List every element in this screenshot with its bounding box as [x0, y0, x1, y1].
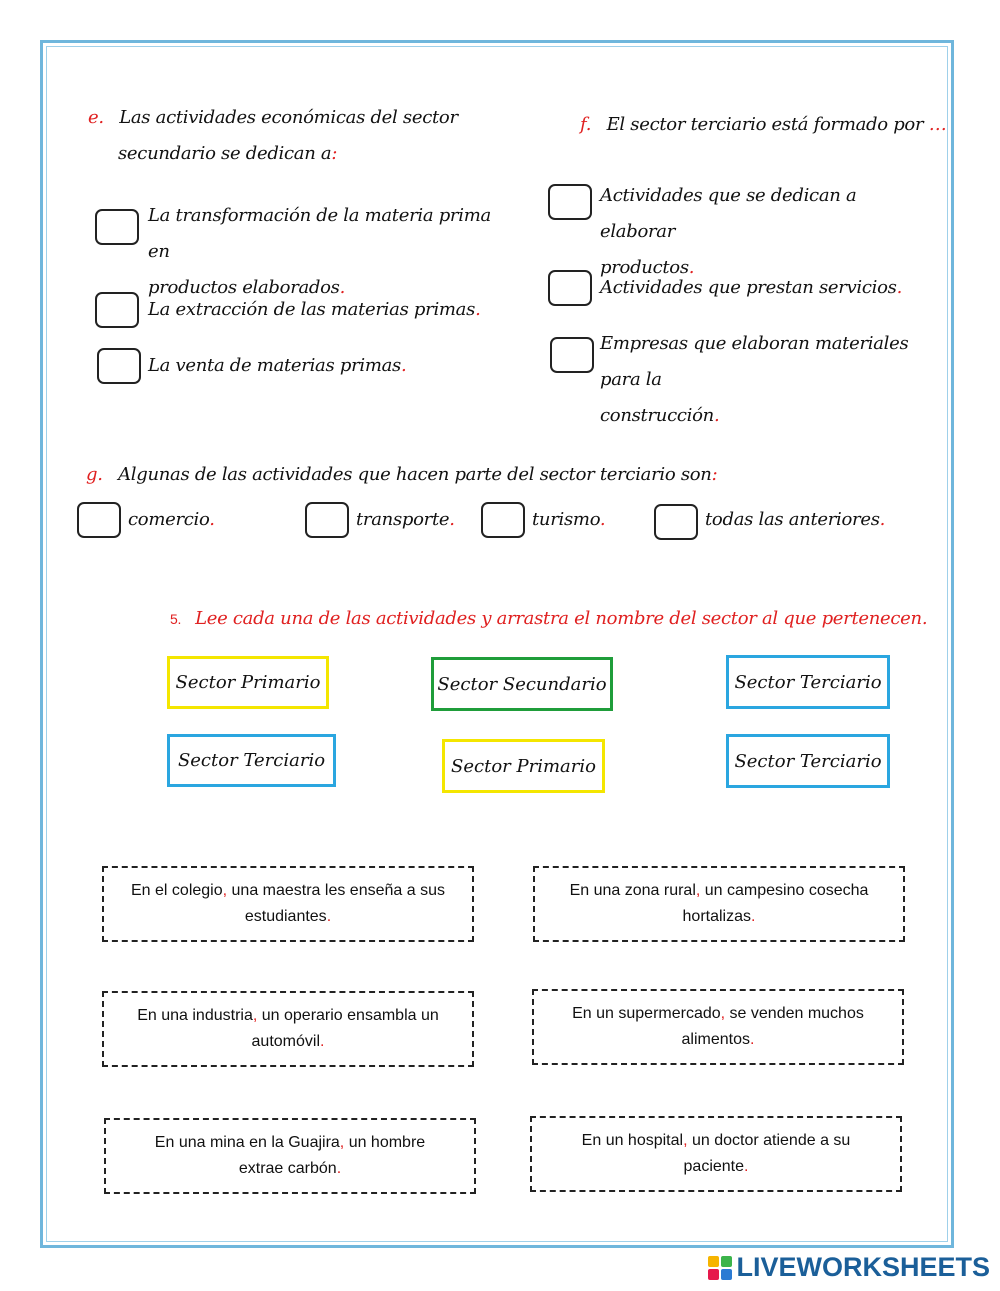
drop-box-3-part-d: automóvil — [251, 1033, 320, 1050]
drop-box-2[interactable] — [533, 866, 905, 942]
option-g-1 — [128, 502, 215, 538]
option-f-3-dot: . — [713, 405, 720, 426]
option-f-1-line1: Actividades que se dedican a elaborar — [600, 185, 857, 242]
drop-box-5-text — [155, 1130, 425, 1182]
tag-sector-terciario-3[interactable]: Sector Terciario — [726, 734, 890, 788]
tag-sector-primario-1[interactable]: Sector Primario — [167, 656, 329, 709]
question-g — [86, 460, 717, 490]
drop-box-4[interactable] — [532, 989, 904, 1065]
question-e-text-line1: Las actividades económicas del sector — [119, 107, 458, 128]
drop-box-6-part-a: En un hospital — [581, 1132, 684, 1149]
drop-box-5-part-d: extrae carbón — [238, 1160, 337, 1177]
option-g-2-dot: . — [449, 509, 455, 530]
drop-box-4-dot: . — [750, 1031, 755, 1048]
drop-box-6-dot: . — [744, 1158, 749, 1175]
drop-box-3-part-c: un operario ensambla un — [261, 1007, 439, 1024]
checkbox-g-3[interactable] — [481, 502, 525, 538]
drop-box-6-comma: , — [683, 1132, 692, 1149]
option-e-1-line1: La transformación de la materia prima en — [148, 205, 491, 262]
drop-box-3-text — [137, 1003, 439, 1055]
question-e-text-line2: secundario se dedican a — [118, 143, 332, 164]
drop-box-3-comma: , — [252, 1007, 262, 1024]
option-f-3-line1: Empresas que elaboran materiales para la — [600, 333, 909, 390]
option-e-2-text: La extracción de las materias primas — [148, 299, 476, 320]
option-g-2 — [356, 502, 455, 538]
drop-box-2-part-d: hortalizas — [682, 908, 751, 925]
option-f-3-line2: construcción — [600, 405, 714, 426]
option-g-4-dot: . — [879, 509, 886, 530]
checkbox-f-2[interactable] — [548, 270, 592, 306]
section-5-text: Lee cada una de las actividades y arrastra el nombre del sector al que pertenecen. — [195, 608, 928, 629]
drop-box-2-part-c: un campesino cosecha — [704, 882, 869, 899]
tag-sector-terciario-2[interactable]: Sector Terciario — [167, 734, 336, 787]
option-e-1-line2: productos elaborados — [148, 277, 340, 298]
option-g-3 — [532, 502, 605, 538]
drop-box-4-part-c: se venden muchos — [729, 1005, 864, 1022]
drop-box-6[interactable] — [530, 1116, 902, 1192]
checkbox-f-3[interactable] — [550, 337, 594, 373]
question-f — [580, 110, 946, 140]
checkbox-f-1[interactable] — [548, 184, 592, 220]
tag-sector-primario-2[interactable]: Sector Primario — [442, 739, 605, 793]
liveworksheets-icon — [708, 1256, 732, 1280]
drop-box-1-part-c: una maestra les enseña a sus — [231, 882, 445, 899]
option-e-1-dot: . — [339, 277, 346, 298]
question-e — [88, 100, 508, 172]
drop-box-3-dot: . — [320, 1033, 325, 1050]
drop-box-4-comma: , — [720, 1005, 730, 1022]
question-f-label: f. — [580, 114, 592, 135]
question-g-text: Algunas de las actividades que hacen parte del sector terciario son — [118, 464, 712, 485]
question-g-colon: : — [711, 464, 718, 485]
drop-box-5-comma: , — [339, 1134, 349, 1151]
checkbox-g-2[interactable] — [305, 502, 349, 538]
drop-box-4-part-a: En un supermercado — [572, 1005, 721, 1022]
drop-box-1-part-d: estudiantes — [244, 908, 327, 925]
option-f-1-dot: . — [688, 257, 695, 278]
drop-box-3[interactable] — [102, 991, 474, 1067]
drop-box-6-part-d: paciente — [683, 1158, 745, 1175]
question-f-text: El sector terciario está formado por — [606, 114, 924, 135]
drop-box-1-comma: , — [222, 882, 232, 899]
option-e-1 — [148, 198, 508, 306]
option-g-3-text: turismo — [532, 509, 600, 530]
drop-box-1-part-a: En el colegio — [131, 882, 223, 899]
drop-box-1[interactable] — [102, 866, 474, 942]
tag-sector-terciario-1[interactable]: Sector Terciario — [726, 655, 890, 709]
option-g-1-dot: . — [209, 509, 215, 530]
question-g-label: g. — [86, 464, 103, 485]
tag-sector-secundario[interactable]: Sector Secundario — [431, 657, 613, 711]
question-e-label: e. — [88, 107, 104, 128]
drop-box-5-dot: . — [336, 1160, 342, 1177]
section-5-number: 5. — [170, 611, 182, 627]
option-e-3-dot: . — [400, 355, 407, 376]
drop-box-2-part-a: En una zona rural — [569, 882, 696, 899]
option-e-3-text: La venta de materias primas — [148, 355, 401, 376]
drop-box-5[interactable] — [104, 1118, 476, 1194]
drop-box-1-text — [131, 878, 445, 930]
option-f-1-line2: productos — [600, 257, 689, 278]
option-f-2-text: Actividades que prestan servicios — [600, 277, 897, 298]
option-g-4 — [705, 502, 885, 538]
drop-box-1-dot: . — [326, 908, 332, 925]
option-e-3 — [148, 348, 406, 384]
brand-name: LIVEWORKSHEETS — [736, 1252, 990, 1282]
drop-box-4-text — [572, 1001, 864, 1053]
option-e-2 — [148, 292, 480, 328]
drop-box-3-part-a: En una industria — [137, 1007, 253, 1024]
drop-box-2-dot: . — [751, 908, 756, 925]
option-f-2-dot: . — [896, 277, 903, 298]
drop-box-2-comma: , — [695, 882, 705, 899]
question-e-colon: : — [331, 143, 338, 164]
option-g-3-dot: . — [599, 509, 606, 530]
checkbox-g-1[interactable] — [77, 502, 121, 538]
drop-box-6-part-c: un doctor atiende a su — [691, 1132, 851, 1149]
section-5-instruction — [170, 608, 927, 629]
option-f-3 — [600, 326, 940, 434]
checkbox-e-2[interactable] — [95, 292, 139, 328]
checkbox-e-1[interactable] — [95, 209, 139, 245]
drop-box-4-part-d: alimentos — [681, 1031, 750, 1048]
option-f-2 — [600, 270, 902, 306]
checkbox-g-4[interactable] — [654, 504, 698, 540]
option-e-2-dot: . — [475, 299, 481, 320]
option-g-2-text: transporte — [356, 509, 450, 530]
drop-box-5-part-a: En una mina en la Guajira — [154, 1134, 340, 1151]
question-f-ellipsis: … — [928, 114, 947, 135]
option-g-4-text: todas las anteriores — [705, 509, 880, 530]
checkbox-e-3[interactable] — [97, 348, 141, 384]
drop-box-6-text — [582, 1128, 851, 1180]
drop-box-5-part-c: un hombre — [348, 1134, 426, 1151]
liveworksheets-logo — [708, 1252, 990, 1283]
drop-box-2-text — [570, 878, 869, 930]
option-g-1-text: comercio — [128, 509, 210, 530]
